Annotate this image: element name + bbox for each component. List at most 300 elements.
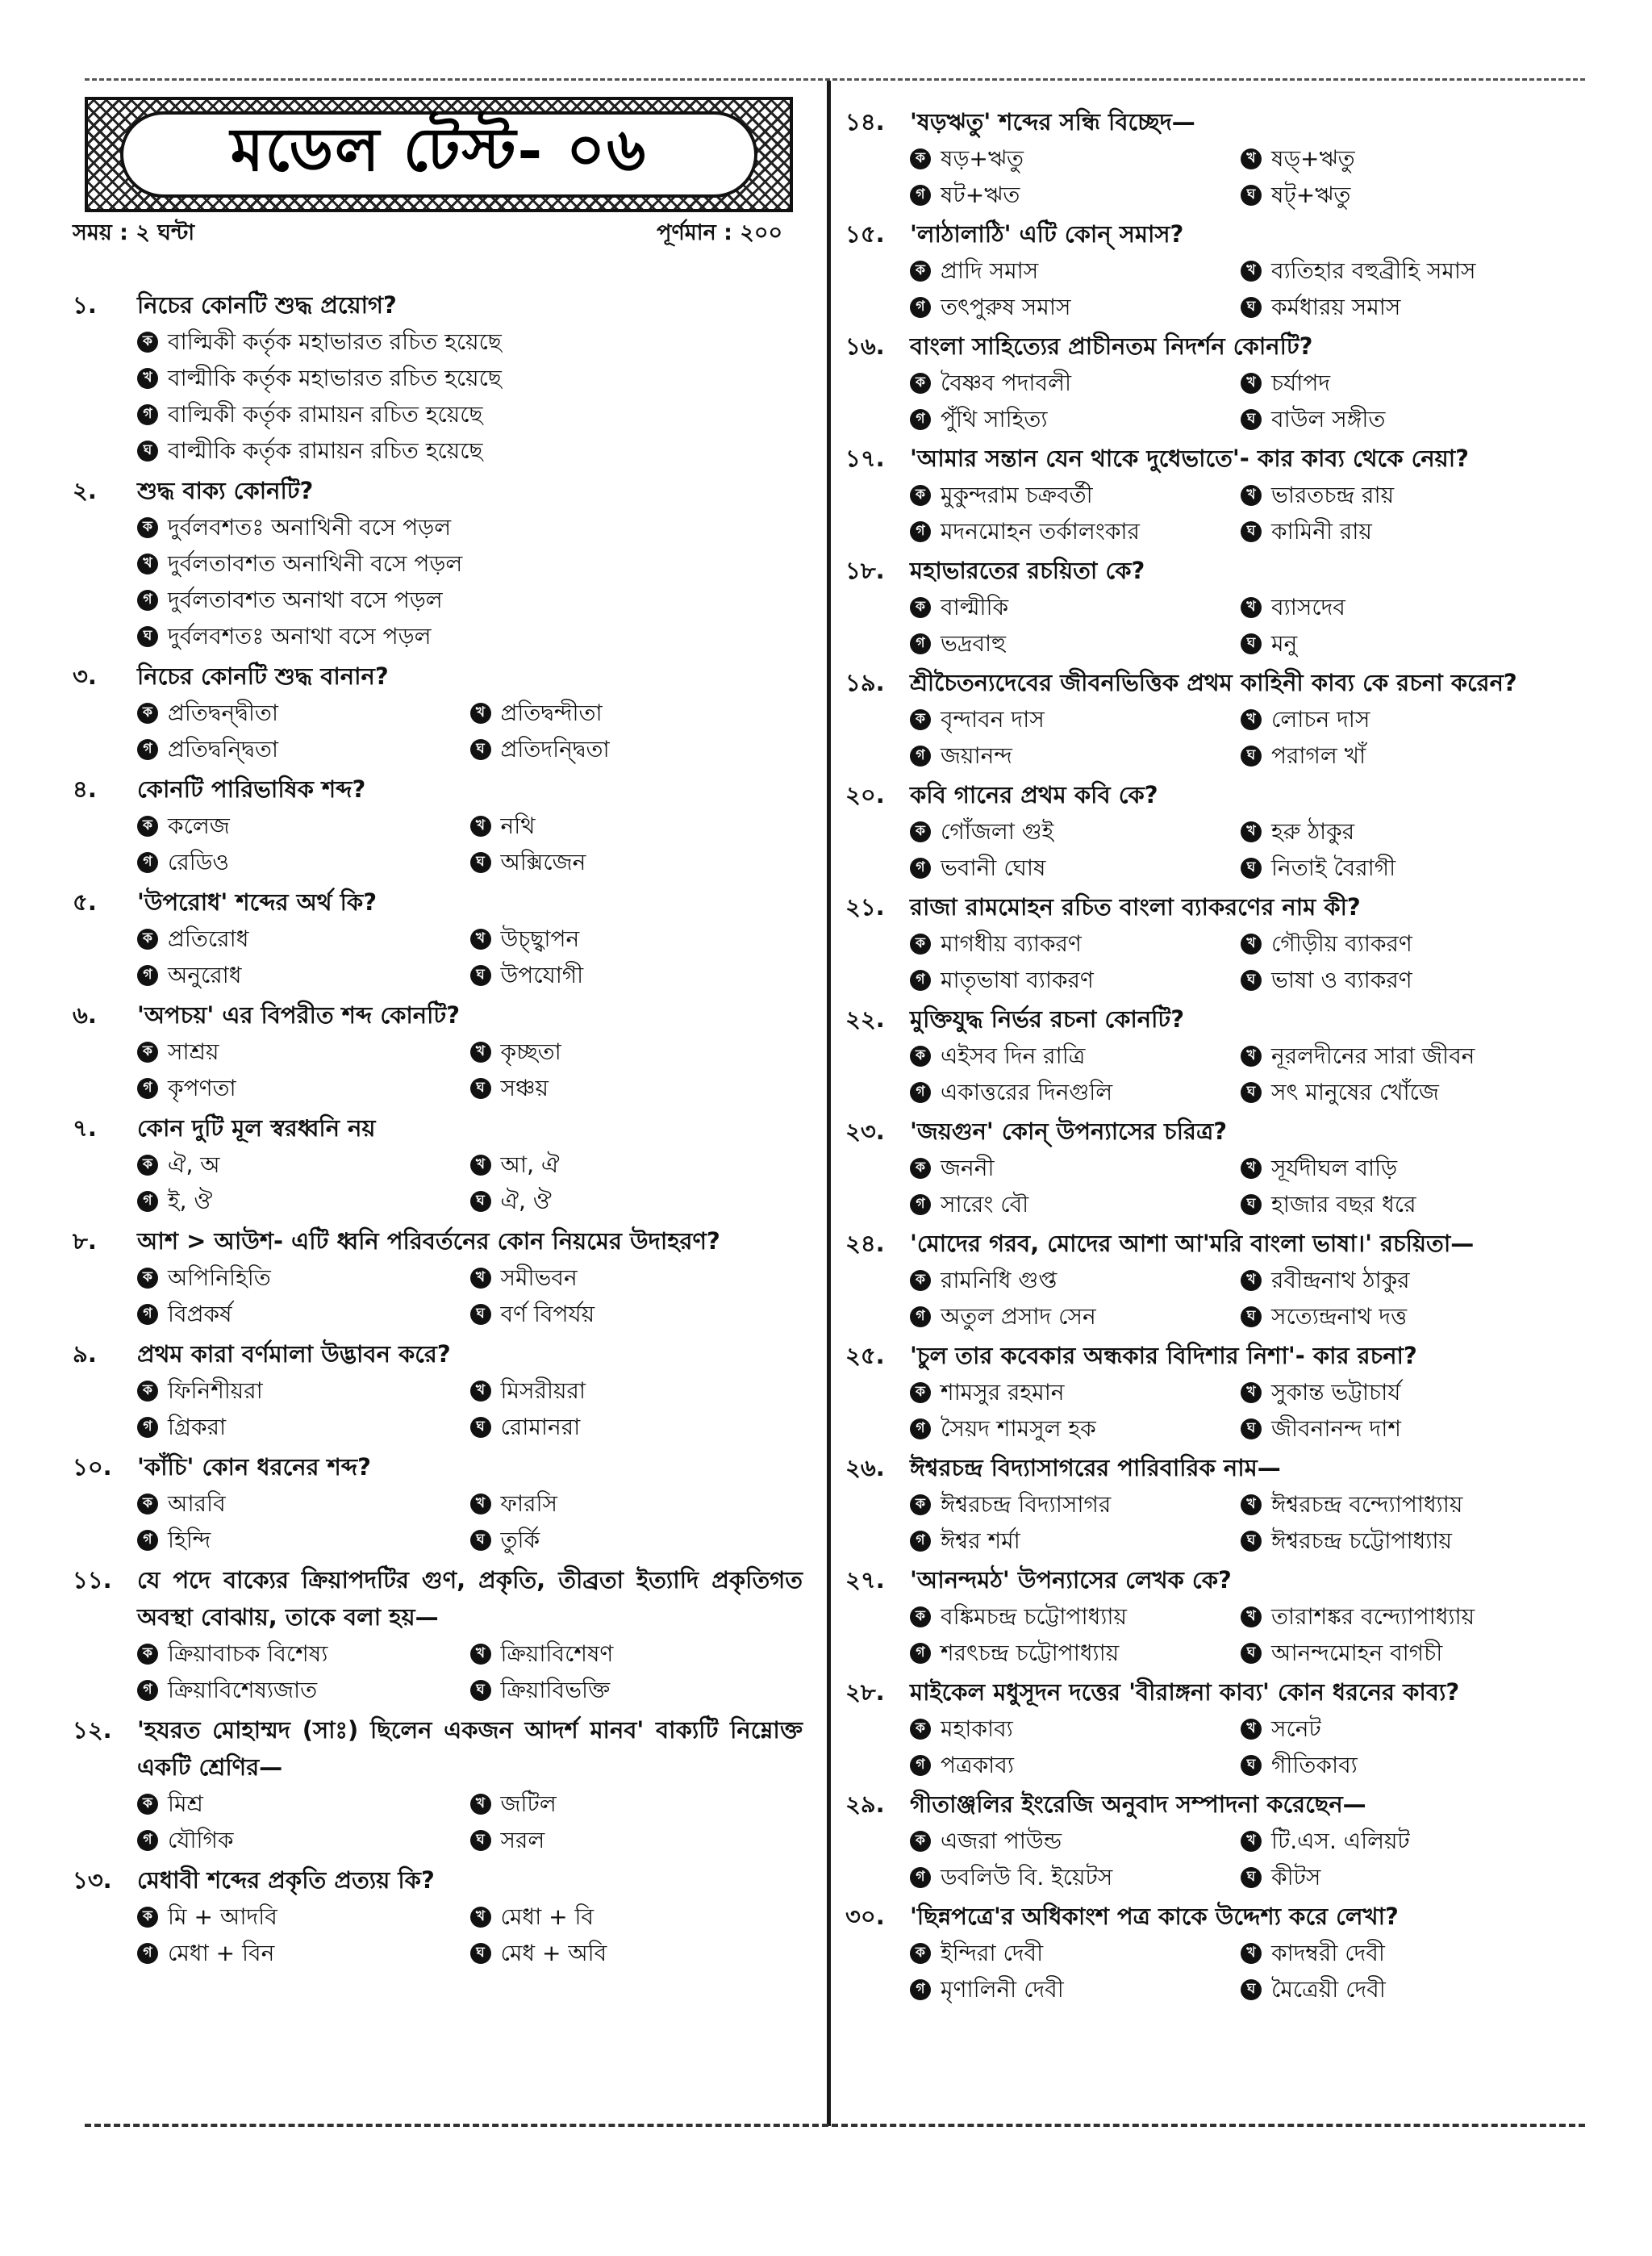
option-marker-icon: ক: [137, 703, 158, 724]
question-text: কবি গানের প্রথম কবি কে?: [910, 781, 1158, 808]
answer-option[interactable]: [910, 1150, 1241, 1186]
answer-option[interactable]: [910, 1635, 1241, 1671]
answer-option[interactable]: [910, 477, 1241, 513]
option-marker-icon: ক: [910, 1943, 931, 1964]
option-label: বাল্মিকী কর্তৃক মহাভারত রচিত হয়েছে: [168, 328, 502, 355]
option-marker-icon: খ: [1241, 1382, 1262, 1403]
answer-option[interactable]: [137, 731, 470, 767]
question-stem: [845, 1001, 1571, 1038]
question-stem: [845, 1898, 1571, 1935]
option-marker-icon: খ: [470, 929, 491, 950]
answer-option[interactable]: [137, 808, 470, 844]
question-stem: [73, 658, 803, 695]
answer-option[interactable]: [910, 1410, 1241, 1447]
answer-option[interactable]: [1241, 1747, 1571, 1783]
option-marker-icon: গ: [910, 297, 931, 318]
question-number: ১.: [73, 291, 97, 319]
option-marker-icon: খ: [1241, 1831, 1262, 1852]
option-label: এইসব দিন রাত্রি: [941, 1042, 1086, 1069]
question-number: ৭.: [73, 1114, 97, 1142]
question-item: [845, 103, 1571, 213]
answer-option[interactable]: [1241, 513, 1571, 549]
option-label: ঈশ্বর শর্মা: [941, 1527, 1020, 1554]
answer-option[interactable]: [910, 737, 1241, 774]
option-list: [845, 253, 1571, 325]
option-marker-icon: ক: [910, 1831, 931, 1852]
answer-option[interactable]: [1241, 813, 1571, 850]
option-label: বৃন্দাবন দাস: [941, 706, 1045, 733]
answer-option[interactable]: [137, 1935, 470, 1971]
option-label: আ, ঐ: [500, 1151, 560, 1178]
option-marker-icon: গ: [137, 852, 158, 873]
option-marker-icon: খ: [137, 554, 158, 574]
question-stem: [73, 1109, 803, 1147]
question-text: 'ষড়ঋতু' শব্দের সন্ধি বিচ্ছেদ—: [910, 108, 1195, 136]
option-marker-icon: ক: [137, 816, 158, 837]
option-label: প্রতিরোধ: [168, 925, 249, 952]
answer-option[interactable]: [910, 1859, 1241, 1895]
answer-option[interactable]: [910, 962, 1241, 998]
option-marker-icon: ঘ: [470, 1417, 491, 1438]
answer-option[interactable]: [910, 1823, 1241, 1859]
option-list: [73, 1786, 803, 1858]
question-stem: [73, 884, 803, 921]
option-marker-icon: খ: [470, 1268, 491, 1289]
question-stem: [845, 888, 1571, 925]
answer-option[interactable]: [137, 1260, 470, 1296]
answer-option[interactable]: [470, 1822, 803, 1858]
answer-option[interactable]: [470, 1522, 803, 1558]
option-label: ঈশ্বরচন্দ্র বিদ্যাসাগর: [941, 1491, 1112, 1518]
option-marker-icon: খ: [470, 1907, 491, 1928]
answer-option[interactable]: [470, 1935, 803, 1971]
option-marker-icon: ক: [137, 332, 158, 353]
answer-option[interactable]: [910, 1523, 1241, 1559]
option-label: নিতাই বৈরাগী: [1271, 854, 1396, 881]
question-number: ১২.: [73, 1716, 112, 1744]
option-list: [845, 1823, 1571, 1895]
answer-option[interactable]: [910, 1186, 1241, 1222]
option-marker-icon: ক: [910, 485, 931, 506]
question-stem: [845, 215, 1571, 253]
answer-option[interactable]: [1241, 1635, 1571, 1671]
option-label: ভারতচন্দ্র রায়: [1271, 482, 1395, 508]
option-marker-icon: ঘ: [1241, 185, 1262, 206]
answer-option[interactable]: [137, 1822, 470, 1858]
option-list: [845, 365, 1571, 437]
answer-option[interactable]: [470, 1372, 803, 1409]
answer-option[interactable]: [910, 1074, 1241, 1110]
option-label: বাল্মীকি কর্তৃক মহাভারত রচিত হয়েছে: [168, 365, 502, 391]
option-label: মাগধীয় ব্যাকরণ: [941, 930, 1082, 957]
option-marker-icon: খ: [470, 1644, 491, 1665]
option-marker-icon: ঘ: [1241, 746, 1262, 767]
question-number: ১৪.: [845, 108, 885, 136]
answer-option[interactable]: [470, 695, 803, 731]
answer-option[interactable]: [137, 1372, 470, 1409]
question-number: ১৯.: [845, 669, 885, 696]
answer-option[interactable]: [1241, 962, 1571, 998]
option-marker-icon: গ: [137, 739, 158, 760]
answer-option[interactable]: [137, 432, 803, 469]
option-label: বিপ্রকর্ষ: [168, 1301, 232, 1327]
option-marker-icon: গ: [137, 404, 158, 425]
answer-option[interactable]: [1241, 1298, 1571, 1335]
option-marker-icon: ক: [910, 148, 931, 169]
option-label: শামসুর রহমান: [941, 1379, 1065, 1406]
question-stem: [845, 328, 1571, 365]
option-marker-icon: গ: [910, 1418, 931, 1439]
option-list: [845, 1038, 1571, 1110]
answer-option[interactable]: [470, 1296, 803, 1332]
option-label: অনুরোধ: [168, 962, 242, 988]
option-marker-icon: ক: [137, 1155, 158, 1176]
option-marker-icon: গ: [910, 633, 931, 654]
answer-option[interactable]: [1241, 1823, 1571, 1859]
option-label: মিশ্র: [168, 1790, 203, 1817]
answer-option[interactable]: [137, 545, 803, 582]
option-label: ভদ্রবাহু: [941, 630, 1007, 657]
option-marker-icon: ক: [137, 1794, 158, 1815]
answer-option[interactable]: [910, 813, 1241, 850]
answer-option[interactable]: [910, 850, 1241, 886]
answer-option[interactable]: [1241, 625, 1571, 662]
question-number: ৯.: [73, 1340, 97, 1368]
option-marker-icon: ঘ: [1241, 858, 1262, 879]
answer-option[interactable]: [1241, 850, 1571, 886]
answer-option[interactable]: [1241, 1186, 1571, 1222]
option-label: প্রতিদ্বন্দ্বীতা: [168, 700, 279, 726]
option-label: কৃপণতা: [168, 1075, 236, 1101]
option-marker-icon: গ: [137, 965, 158, 986]
option-label: তৎপুরুষ সমাস: [941, 294, 1071, 320]
answer-option[interactable]: [137, 1034, 470, 1070]
answer-option[interactable]: [910, 1935, 1241, 1971]
answer-option[interactable]: [137, 957, 470, 993]
option-list: [73, 921, 803, 993]
question-item: [73, 1109, 803, 1219]
answer-option[interactable]: [137, 509, 803, 545]
question-text: 'জয়গুন' কোন্ উপন্যাসের চরিত্র?: [910, 1118, 1228, 1145]
answer-option[interactable]: [470, 1147, 803, 1183]
option-label: কৃচ্ছতা: [500, 1038, 561, 1065]
answer-option[interactable]: [470, 1034, 803, 1070]
answer-option[interactable]: [910, 177, 1241, 213]
option-label: সুকান্ত ভট্টাচার্য: [1271, 1379, 1401, 1406]
answer-option[interactable]: [137, 1522, 470, 1558]
exam-meta: [73, 216, 782, 253]
question-stem: [73, 1711, 803, 1786]
question-item: [845, 1337, 1571, 1447]
option-label: রামনিধি গুপ্ত: [941, 1267, 1058, 1293]
option-marker-icon: ঘ: [1241, 297, 1262, 318]
option-label: ডবলিউ বি. ইয়েটস: [941, 1864, 1113, 1890]
option-marker-icon: ঘ: [470, 965, 491, 986]
answer-option[interactable]: [1241, 589, 1571, 625]
answer-option[interactable]: [910, 253, 1241, 289]
answer-option[interactable]: [137, 844, 470, 880]
option-label: চর্যাপদ: [1271, 370, 1331, 396]
answer-option[interactable]: [910, 625, 1241, 662]
answer-option[interactable]: [137, 1636, 470, 1672]
question-number: ৮.: [73, 1227, 97, 1255]
question-text: 'আমার সন্তান যেন থাকে দুধেভাতে'- কার কাব্য থেকে নেয়া?: [910, 445, 1469, 472]
question-item: [73, 884, 803, 993]
option-marker-icon: ঘ: [470, 1191, 491, 1212]
question-number: ২৬.: [845, 1454, 885, 1481]
option-marker-icon: ক: [137, 929, 158, 950]
question-number: ২৮.: [845, 1678, 885, 1706]
answer-option[interactable]: [1241, 1486, 1571, 1523]
answer-option[interactable]: [910, 925, 1241, 962]
answer-option[interactable]: [137, 1147, 470, 1183]
answer-option[interactable]: [137, 1672, 470, 1708]
answer-option[interactable]: [1241, 1074, 1571, 1110]
answer-option[interactable]: [1241, 1038, 1571, 1074]
option-label: মি + আদবি: [168, 1903, 277, 1930]
option-label: তারাশঙ্কর বন্দ্যোপাধ্যায়: [1271, 1603, 1475, 1630]
answer-option[interactable]: [1241, 289, 1571, 325]
answer-option[interactable]: [1241, 1262, 1571, 1298]
option-list: [845, 1374, 1571, 1447]
option-marker-icon: ঘ: [1241, 1418, 1262, 1439]
answer-option[interactable]: [910, 140, 1241, 177]
option-label: টি.এস. এলিয়ট: [1271, 1828, 1410, 1854]
answer-option[interactable]: [137, 324, 803, 360]
answer-option[interactable]: [470, 1409, 803, 1445]
option-label: ইন্দিরা দেবী: [941, 1940, 1044, 1966]
question-number: ২১.: [845, 893, 885, 921]
question-stem: [73, 996, 803, 1034]
option-label: কীটস: [1271, 1864, 1321, 1890]
answer-option[interactable]: [470, 1672, 803, 1708]
answer-option[interactable]: [137, 582, 803, 618]
option-marker-icon: ক: [137, 517, 158, 538]
option-marker-icon: ঘ: [1241, 409, 1262, 430]
answer-option[interactable]: [910, 1374, 1241, 1410]
answer-option[interactable]: [470, 844, 803, 880]
option-marker-icon: ক: [910, 821, 931, 842]
option-label: ফারসি: [500, 1490, 557, 1517]
question-item: [73, 1861, 803, 1971]
answer-option[interactable]: [470, 808, 803, 844]
answer-option[interactable]: [910, 1598, 1241, 1635]
option-label: অপিনিহিতি: [168, 1264, 271, 1291]
question-text: প্রথম কারা বর্ণমালা উদ্ভাবন করে?: [137, 1340, 451, 1368]
option-marker-icon: গ: [910, 858, 931, 879]
answer-option[interactable]: [910, 1747, 1241, 1783]
answer-option[interactable]: [910, 365, 1241, 401]
answer-option[interactable]: [1241, 1859, 1571, 1895]
answer-option[interactable]: [910, 1971, 1241, 2007]
answer-option[interactable]: [470, 1183, 803, 1219]
question-stem: [845, 1113, 1571, 1150]
question-number: ১১.: [73, 1566, 112, 1594]
option-label: সঞ্চয়: [500, 1075, 549, 1101]
option-label: দুর্বলতাবশত অনাথিনী বসে পড়ল: [168, 550, 463, 577]
option-label: উপযোগী: [500, 962, 584, 988]
option-label: সূর্যদীঘল বাড়ি: [1271, 1155, 1398, 1181]
answer-option[interactable]: [910, 1298, 1241, 1335]
option-label: ঐ, ঔ: [500, 1188, 552, 1214]
answer-option[interactable]: [910, 701, 1241, 737]
answer-option[interactable]: [1241, 477, 1571, 513]
answer-option[interactable]: [470, 1485, 803, 1522]
option-label: গ্রিকরা: [168, 1414, 227, 1440]
answer-option[interactable]: [137, 618, 803, 654]
answer-option[interactable]: [137, 1899, 470, 1935]
option-label: ঈশ্বরচন্দ্র চট্টোপাধ্যায়: [1271, 1527, 1453, 1554]
option-marker-icon: ক: [137, 1644, 158, 1665]
option-label: বাউল সঙ্গীত: [1271, 406, 1386, 432]
option-label: মিসরীয়রা: [500, 1377, 586, 1404]
question-text: মাইকেল মধুসূদন দত্তের 'বীরাঙ্গনা কাব্য' কোন ধরনের কাব্য?: [910, 1678, 1460, 1706]
question-number: ১৬.: [845, 332, 885, 360]
question-number: ৫.: [73, 888, 97, 916]
answer-option[interactable]: [1241, 737, 1571, 774]
answer-option[interactable]: [137, 1296, 470, 1332]
answer-option[interactable]: [1241, 1150, 1571, 1186]
answer-option[interactable]: [470, 921, 803, 957]
option-marker-icon: ক: [910, 261, 931, 282]
question-item: [73, 286, 803, 469]
option-marker-icon: খ: [470, 1494, 491, 1514]
question-item: [845, 776, 1571, 886]
answer-option[interactable]: [1241, 1598, 1571, 1635]
question-item: [845, 664, 1571, 774]
answer-option[interactable]: [137, 1485, 470, 1522]
option-marker-icon: খ: [1241, 1270, 1262, 1291]
question-number: ২.: [73, 477, 97, 504]
answer-option[interactable]: [1241, 365, 1571, 401]
option-marker-icon: গ: [910, 409, 931, 430]
question-text: শ্রীচৈতন্যদেবের জীবনভিত্তিক প্রথম কাহিনী কাব্য কে রচনা করেন?: [910, 669, 1517, 696]
question-stem: [73, 472, 803, 509]
question-stem: [73, 771, 803, 808]
answer-option[interactable]: [1241, 253, 1571, 289]
answer-option[interactable]: [470, 1899, 803, 1935]
answer-option[interactable]: [137, 360, 803, 396]
question-text: 'অপচয়' এর বিপরীত শব্দ কোনটি?: [137, 1001, 461, 1029]
option-label: সাশ্রয়: [168, 1038, 219, 1065]
option-marker-icon: খ: [1241, 1158, 1262, 1179]
question-number: ২৩.: [845, 1118, 885, 1145]
answer-option[interactable]: [137, 1409, 470, 1445]
answer-option[interactable]: [910, 1711, 1241, 1747]
option-marker-icon: ঘ: [137, 441, 158, 462]
option-marker-icon: গ: [910, 1755, 931, 1776]
option-label: কাদম্বরী দেবী: [1271, 1940, 1385, 1966]
option-marker-icon: গ: [910, 1082, 931, 1103]
question-stem: [73, 1335, 803, 1372]
option-label: বৈষ্ণব পদাবলী: [941, 370, 1072, 396]
column-divider: [827, 81, 831, 2126]
question-text: রাজা রামমোহন রচিত বাংলা ব্যাকরণের নাম কী?: [910, 893, 1361, 921]
question-stem: [845, 552, 1571, 589]
option-marker-icon: গ: [910, 1194, 931, 1215]
answer-option[interactable]: [137, 695, 470, 731]
option-marker-icon: খ: [470, 816, 491, 837]
answer-option[interactable]: [470, 731, 803, 767]
option-marker-icon: গ: [910, 746, 931, 767]
option-marker-icon: গ: [137, 1680, 158, 1701]
answer-option[interactable]: [1241, 177, 1571, 213]
answer-option[interactable]: [470, 1260, 803, 1296]
answer-option[interactable]: [910, 289, 1241, 325]
option-label: ষড়+ঋতু: [941, 145, 1024, 172]
answer-option[interactable]: [470, 957, 803, 993]
option-marker-icon: ক: [910, 373, 931, 394]
answer-option[interactable]: [137, 1070, 470, 1106]
answer-option[interactable]: [1241, 1374, 1571, 1410]
answer-option[interactable]: [470, 1636, 803, 1672]
option-label: ষড্+ঋতু: [1271, 145, 1355, 172]
option-list: [845, 1935, 1571, 2007]
answer-option[interactable]: [1241, 1711, 1571, 1747]
question-text: নিচের কোনটি শুদ্ধ প্রয়োগ?: [137, 291, 397, 319]
question-text: 'চুল তার কবেকার অন্ধকার বিদিশার নিশা'- কার রচনা?: [910, 1342, 1417, 1369]
option-marker-icon: খ: [1241, 709, 1262, 730]
option-list: [73, 1034, 803, 1106]
option-label: আরবি: [168, 1490, 226, 1517]
answer-option[interactable]: [910, 401, 1241, 437]
option-label: নূরলদীনের সারা জীবন: [1271, 1042, 1475, 1069]
option-marker-icon: ক: [910, 1382, 931, 1403]
answer-option[interactable]: [137, 921, 470, 957]
option-marker-icon: গ: [910, 1867, 931, 1888]
answer-option[interactable]: [1241, 140, 1571, 177]
option-marker-icon: ক: [910, 597, 931, 618]
question-text: মহাভারতের রচয়িতা কে?: [910, 557, 1145, 584]
answer-option[interactable]: [470, 1786, 803, 1822]
option-marker-icon: ঘ: [470, 1830, 491, 1851]
option-label: জটিল: [500, 1790, 557, 1817]
question-text: 'লাঠালাঠি' এটি কোন্ সমাস?: [910, 220, 1184, 248]
question-stem: [845, 1337, 1571, 1374]
option-marker-icon: ক: [910, 1719, 931, 1740]
answer-option[interactable]: [910, 513, 1241, 549]
answer-option[interactable]: [910, 1486, 1241, 1523]
answer-option[interactable]: [1241, 1935, 1571, 1971]
question-text: 'কাঁচি' কোন ধরনের শব্দ?: [137, 1453, 371, 1481]
answer-option[interactable]: [470, 1070, 803, 1106]
option-label: বাল্মীকি কর্তৃক রামায়ন রচিত হয়েছে: [168, 437, 483, 464]
answer-option[interactable]: [137, 1183, 470, 1219]
answer-option[interactable]: [137, 396, 803, 432]
option-marker-icon: গ: [137, 1078, 158, 1099]
question-item: [845, 888, 1571, 998]
question-stem: [73, 1222, 803, 1260]
answer-option[interactable]: [910, 589, 1241, 625]
option-label: আনন্দমোহন বাগচী: [1271, 1640, 1443, 1666]
option-label: জননী: [941, 1155, 995, 1181]
answer-option[interactable]: [1241, 925, 1571, 962]
option-label: ফিনিশীয়রা: [168, 1377, 263, 1404]
answer-option[interactable]: [1241, 401, 1571, 437]
answer-option[interactable]: [910, 1262, 1241, 1298]
question-stem: [845, 1561, 1571, 1598]
answer-option[interactable]: [1241, 1971, 1571, 2007]
option-label: সরল: [500, 1827, 545, 1853]
answer-option[interactable]: [1241, 701, 1571, 737]
option-label: সমীভবন: [500, 1264, 578, 1291]
option-label: মহাকাব্য: [941, 1715, 1013, 1742]
answer-option[interactable]: [1241, 1410, 1571, 1447]
option-marker-icon: গ: [137, 1304, 158, 1325]
answer-option[interactable]: [1241, 1523, 1571, 1559]
answer-option[interactable]: [137, 1786, 470, 1822]
answer-option[interactable]: [910, 1038, 1241, 1074]
